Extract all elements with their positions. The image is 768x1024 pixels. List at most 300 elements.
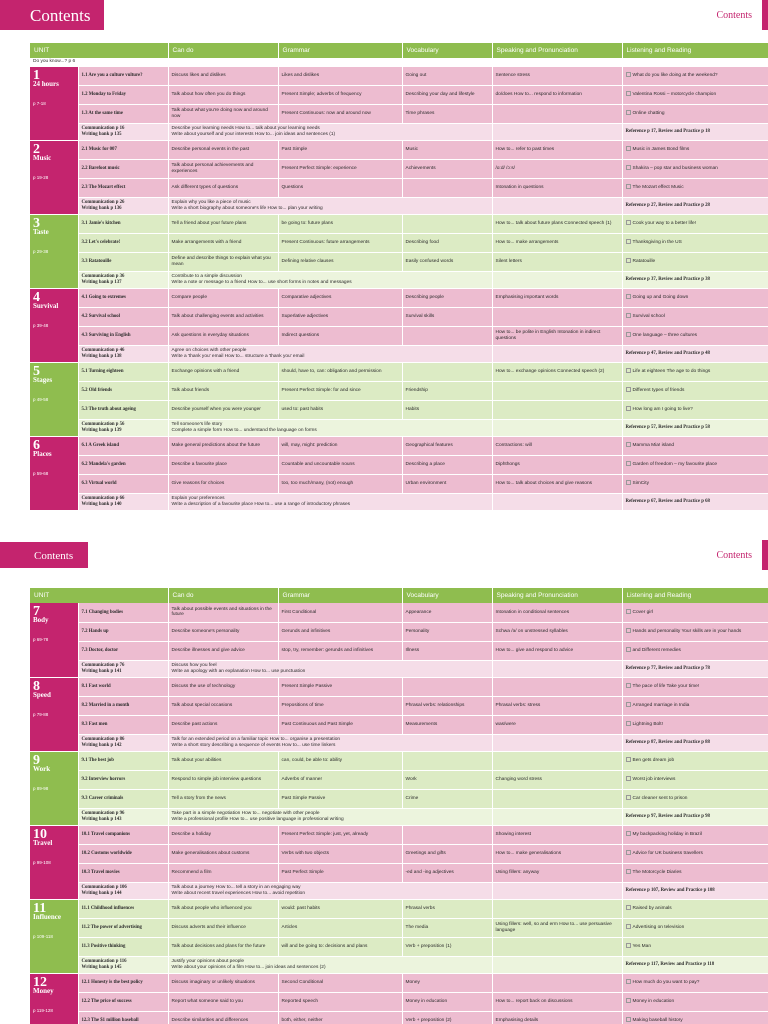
lesson-cell: Likes and dislikes xyxy=(278,66,402,85)
lesson-cell: Make generalisations about customs xyxy=(168,844,278,863)
header-row xyxy=(30,43,768,58)
lesson-cell xyxy=(492,937,622,956)
lesson-cell: Questions xyxy=(278,178,402,197)
communication-cando xyxy=(168,345,492,362)
reference-link: Reference p 97, Review and Practice p 98 xyxy=(622,808,768,825)
lesson-title: 6.3 Virtual world xyxy=(78,474,168,493)
communication-row xyxy=(30,345,768,362)
lesson-row xyxy=(30,641,768,660)
lesson-cell: Advice for UK business travellers xyxy=(622,844,768,863)
lesson-cell: How to... report back on discussions xyxy=(492,992,622,1011)
lesson-cell: How to... talk about choices and give reasons xyxy=(492,474,622,493)
writing-bank-label: Writing bank p 135 xyxy=(81,131,122,137)
column-header: Grammar xyxy=(278,588,402,603)
contents-table-units-7-12 xyxy=(30,588,768,1024)
communication-blank xyxy=(492,660,622,677)
writing-task: Write a short story describing a sequence of events How to... use time linkers xyxy=(171,742,336,748)
communication-cando xyxy=(168,660,492,677)
unit-number: 5 xyxy=(33,363,40,379)
lesson-cell: Money in education xyxy=(622,992,768,1011)
unit-name: Body xyxy=(33,616,49,624)
unit-cell xyxy=(30,66,78,140)
page-edge-marker xyxy=(762,540,768,570)
lesson-cell: and Different remedies xyxy=(622,641,768,660)
lesson-title: 2.3 The Mozart effect xyxy=(78,178,168,197)
lesson-title: 1.3 At the same time xyxy=(78,104,168,123)
writing-bank-label: Writing bank p 138 xyxy=(81,353,122,359)
lesson-cell: Yes Man xyxy=(622,937,768,956)
reference-link: Reference p 37, Review and Practice p 38 xyxy=(622,271,768,288)
writing-task: Write an apology with an explanation How to... use punctuation xyxy=(171,668,306,674)
lesson-cell: Car cleaner sent to prison xyxy=(622,789,768,808)
column-header: Listening and Reading xyxy=(622,588,768,603)
writing-bank-label: Writing bank p 142 xyxy=(81,742,122,748)
lesson-cell: Talk about friends xyxy=(168,381,278,400)
lesson-cell xyxy=(402,751,492,770)
lesson-cell: Give reasons for choices xyxy=(168,474,278,493)
lesson-cell: Recommend a film xyxy=(168,863,278,882)
communication-pages xyxy=(78,660,168,677)
lesson-title: 4.1 Going to extremes xyxy=(78,288,168,307)
communication-task: Contribute to a simple discussion xyxy=(171,274,242,280)
communication-pages xyxy=(78,734,168,751)
communication-row xyxy=(30,956,768,973)
lesson-cell: The pace of life Take your time! xyxy=(622,677,768,696)
lesson-cell: Arranged marriage in India xyxy=(622,696,768,715)
communication-cando xyxy=(168,493,492,510)
lesson-cell xyxy=(402,825,492,844)
lesson-title: 8.2 Married in a month xyxy=(78,696,168,715)
communication-blank xyxy=(492,345,622,362)
lesson-row xyxy=(30,844,768,863)
lesson-cell: Friendship xyxy=(402,381,492,400)
unit-number: 9 xyxy=(33,752,40,768)
unit-pages: p 49-58 xyxy=(33,396,49,402)
lesson-cell: Prepositions of time xyxy=(278,696,402,715)
lesson-cell: Different types of friends xyxy=(622,381,768,400)
lesson-cell: Present Continuous: future arrangements xyxy=(278,233,402,252)
lesson-title: 1.2 Monday to Friday xyxy=(78,85,168,104)
intro-row xyxy=(30,58,768,66)
lesson-cell: both, either, neither xyxy=(278,1011,402,1024)
lesson-cell: too, too much/many, (not) enough xyxy=(278,474,402,493)
communication-label: Communication p 116 xyxy=(81,959,127,965)
lesson-cell: Talk about possible events and situations in the future xyxy=(168,603,278,622)
contents-table-units-1-6 xyxy=(30,43,768,511)
unit-number: 6 xyxy=(33,437,40,453)
lesson-title: 2.1 Music for 007 xyxy=(78,140,168,159)
reference-link: Reference p 27, Review and Practice p 28 xyxy=(622,197,768,214)
unit-name: Travel xyxy=(33,838,53,847)
lesson-cell: Survival school xyxy=(622,307,768,326)
lesson-cell: Ask different types of questions xyxy=(168,178,278,197)
communication-task: Talk about a journey How to... tell a story in an engaging way xyxy=(171,885,301,891)
lesson-cell: Ratatouille xyxy=(622,252,768,271)
lesson-cell xyxy=(492,381,622,400)
lesson-cell: Discuss imaginary or unlikely situations xyxy=(168,973,278,992)
lesson-cell: Talk about how often you do things xyxy=(168,85,278,104)
lesson-cell: Going up and Going down xyxy=(622,288,768,307)
unit-pages: p 89-98 xyxy=(33,785,49,791)
communication-cando xyxy=(168,882,492,899)
lesson-cell: Raised by animals xyxy=(622,899,768,918)
writing-task: Write a short biography about someone's life How to... plan your writing xyxy=(171,205,323,211)
column-header: UNIT xyxy=(30,588,168,603)
lesson-cell: will, may, might: prediction xyxy=(278,436,402,455)
lesson-cell xyxy=(492,973,622,992)
unit-cell xyxy=(30,436,78,510)
lesson-cell: Phrasal verbs xyxy=(402,899,492,918)
unit-cell xyxy=(30,825,78,899)
writing-task: Complete a simple form How to... understand the language on forms xyxy=(171,427,317,433)
reference-link: Reference p 87, Review and Practice p 88 xyxy=(622,734,768,751)
communication-label: Communication p 86 xyxy=(81,737,125,743)
column-header: Can do xyxy=(168,588,278,603)
lesson-row xyxy=(30,362,768,381)
communication-row xyxy=(30,734,768,751)
lesson-title: 9.2 Interview horrors xyxy=(78,770,168,789)
lesson-cell: Define and describe things to explain what you mean xyxy=(168,252,278,271)
lesson-row xyxy=(30,104,768,123)
unit-name: Survival xyxy=(33,301,59,310)
lesson-cell: How long am I going to live? xyxy=(622,400,768,419)
unit-number: 8 xyxy=(33,678,40,694)
lesson-row xyxy=(30,307,768,326)
communication-row xyxy=(30,808,768,825)
lesson-cell: /ɑːd/ /ɔːs/ xyxy=(492,159,622,178)
communication-task: Tell someone's life story xyxy=(171,422,223,428)
lesson-cell: Phrasal verbs: relationships xyxy=(402,696,492,715)
lesson-cell: will and be going to: decisions and plans xyxy=(278,937,402,956)
communication-label: Communication p 26 xyxy=(81,200,125,206)
lesson-cell: Indirect questions xyxy=(278,326,402,345)
lesson-cell: Easily confused words xyxy=(402,252,492,271)
lesson-cell: Silent letters xyxy=(492,252,622,271)
lesson-cell: Music xyxy=(402,140,492,159)
lesson-cell: Describe a favourite place xyxy=(168,455,278,474)
column-header: UNIT xyxy=(30,43,168,58)
lesson-cell: Discuss the use of technology xyxy=(168,677,278,696)
column-header: Can do xyxy=(168,43,278,58)
lesson-title: 12.2 The price of success xyxy=(78,992,168,1011)
lesson-cell: Past Perfect Simple xyxy=(278,863,402,882)
lesson-cell: Present Perfect Simple: just, yet, already xyxy=(278,825,402,844)
lesson-cell: How to... be polite in English Intonation in indirect questions xyxy=(492,326,622,345)
lesson-title: 9.1 The best job xyxy=(78,751,168,770)
lesson-cell: Past Simple Passive xyxy=(278,789,402,808)
lesson-cell: How to... make generalisations xyxy=(492,844,622,863)
communication-blank xyxy=(492,734,622,751)
communication-label: Communication p 36 xyxy=(81,274,125,280)
lesson-row xyxy=(30,326,768,345)
unit-number: 1 xyxy=(33,67,40,83)
writing-task: Write a note or message to a friend How to... use short forms in notes and messages xyxy=(171,279,352,285)
reference-link: Reference p 57, Review and Practice p 58 xyxy=(622,419,768,436)
lesson-cell: Tell a story from the news xyxy=(168,789,278,808)
communication-row xyxy=(30,123,768,140)
lesson-cell: Going out xyxy=(402,66,492,85)
lesson-cell xyxy=(492,789,622,808)
unit-pages: p 7-18 xyxy=(33,100,46,106)
lesson-cell: The media xyxy=(402,918,492,937)
lesson-cell xyxy=(492,104,622,123)
lesson-cell: Exchange opinions with a friend xyxy=(168,362,278,381)
lesson-cell xyxy=(492,899,622,918)
lesson-cell: What do you like doing at the weekend? xyxy=(622,66,768,85)
lesson-cell xyxy=(492,677,622,696)
lesson-cell: Discuss likes and dislikes xyxy=(168,66,278,85)
lesson-cell: Verb + preposition (2) xyxy=(402,1011,492,1024)
lesson-title: 7.3 Doctor, doctor xyxy=(78,641,168,660)
communication-task: Justify your opinions about people xyxy=(171,959,245,965)
lesson-row xyxy=(30,825,768,844)
lesson-row xyxy=(30,603,768,622)
unit-cell xyxy=(30,751,78,825)
communication-row xyxy=(30,271,768,288)
lesson-title: 11.3 Positive thinking xyxy=(78,937,168,956)
lesson-title: 10.3 Travel movies xyxy=(78,863,168,882)
lesson-cell: Describe a holiday xyxy=(168,825,278,844)
lesson-cell: do/does How to... respond to information xyxy=(492,85,622,104)
lesson-cell: Geographical features xyxy=(402,436,492,455)
lesson-cell: Diphthongs xyxy=(492,455,622,474)
communication-pages xyxy=(78,956,168,973)
communication-pages xyxy=(78,345,168,362)
communication-label: Communication p 76 xyxy=(81,663,125,669)
lesson-title: 1.1 Are you a culture vulture? xyxy=(78,66,168,85)
lesson-row xyxy=(30,288,768,307)
lesson-row xyxy=(30,66,768,85)
lesson-cell: Past Continuous and Past Simple xyxy=(278,715,402,734)
writing-task: Write about your opinions of a film How to... join ideas and sentences (2) xyxy=(171,964,326,970)
lesson-cell: Superlative adjectives xyxy=(278,307,402,326)
lesson-cell: The Mozart effect Music xyxy=(622,178,768,197)
lesson-cell: Life at eighteen The age to do things xyxy=(622,362,768,381)
unit-name: 24 hours xyxy=(33,79,59,88)
communication-row xyxy=(30,660,768,677)
lesson-cell: Achievements xyxy=(402,159,492,178)
communication-pages xyxy=(78,493,168,510)
communication-row xyxy=(30,493,768,510)
unit-pages: p 99-108 xyxy=(33,859,51,865)
lesson-cell: Survival skills xyxy=(402,307,492,326)
lesson-cell: Measurements xyxy=(402,715,492,734)
lesson-cell: Garden of freedom – my favourite place xyxy=(622,455,768,474)
lesson-cell xyxy=(402,178,492,197)
lesson-cell: Talk about personal achievements and experiences xyxy=(168,159,278,178)
communication-task: Explain your preferences xyxy=(171,496,225,502)
writing-task: Write a 'thank you' email How to... structure a 'thank you' email xyxy=(171,353,305,359)
unit-cell xyxy=(30,899,78,973)
lesson-cell: Contractions: will xyxy=(492,436,622,455)
reference-link: Reference p 117, Review and Practice p 118 xyxy=(622,956,768,973)
communication-pages xyxy=(78,419,168,436)
lesson-cell: Reported speech xyxy=(278,992,402,1011)
lesson-cell: Personality xyxy=(402,622,492,641)
lesson-cell: How to... refer to past times xyxy=(492,140,622,159)
lesson-cell: can, could, be able to: ability xyxy=(278,751,402,770)
column-header: Vocabulary xyxy=(402,43,492,58)
lesson-title: 3.2 Let's celebrate! xyxy=(78,233,168,252)
lesson-cell: Worst job interviews xyxy=(622,770,768,789)
communication-cando xyxy=(168,271,492,288)
unit-cell xyxy=(30,362,78,436)
writing-task: Write about yourself and your interests How to... join ideas and sentences (1) xyxy=(171,131,336,137)
lesson-cell: Advertising on television xyxy=(622,918,768,937)
lesson-cell: Compare people xyxy=(168,288,278,307)
lesson-row xyxy=(30,751,768,770)
lesson-title: 11.2 The power of advertising xyxy=(78,918,168,937)
writing-bank-label: Writing bank p 141 xyxy=(81,668,122,674)
communication-label: Communication p 66 xyxy=(81,496,125,502)
unit-pages: p 19-28 xyxy=(33,174,49,180)
lesson-cell: First Conditional xyxy=(278,603,402,622)
lesson-cell: Habits xyxy=(402,400,492,419)
communication-label: Communication p 56 xyxy=(81,422,125,428)
lesson-cell: Describe personal events in the past xyxy=(168,140,278,159)
communication-row xyxy=(30,197,768,214)
lesson-cell: Sentence stress xyxy=(492,66,622,85)
lesson-row xyxy=(30,159,768,178)
lesson-cell: Intonation in questions xyxy=(492,178,622,197)
communication-label: Communication p 46 xyxy=(81,348,125,354)
lesson-cell: be going to: future plans xyxy=(278,214,402,233)
writing-bank-label: Writing bank p 140 xyxy=(81,501,122,507)
lesson-row xyxy=(30,85,768,104)
lesson-cell xyxy=(402,326,492,345)
writing-task: Write a professional profile How to... use positive language in professional writing xyxy=(171,816,344,822)
unit-name: Places xyxy=(33,449,52,458)
lesson-cell: How to... exchange opinions Connected speech (2) xyxy=(492,362,622,381)
unit-cell xyxy=(30,677,78,751)
lesson-cell: was/were xyxy=(492,715,622,734)
lesson-cell: How to... talk about future plans Connected speech (1) xyxy=(492,214,622,233)
lesson-cell: Verbs with two objects xyxy=(278,844,402,863)
communication-pages xyxy=(78,271,168,288)
lesson-cell: Second Conditional xyxy=(278,973,402,992)
lesson-title: 6.1 A Greek island xyxy=(78,436,168,455)
lesson-title: 2.2 Barefoot music xyxy=(78,159,168,178)
lesson-cell: Talk about people who influenced you xyxy=(168,899,278,918)
lesson-cell: used to: past habits xyxy=(278,400,402,419)
unit-pages: p 29-38 xyxy=(33,248,49,254)
column-header: Vocabulary xyxy=(402,588,492,603)
lesson-row xyxy=(30,381,768,400)
reference-link: Reference p 67, Review and Practice p 68 xyxy=(622,493,768,510)
lesson-cell: Intonation in conditional sentences xyxy=(492,603,622,622)
lesson-cell: Talk about challenging events and activities xyxy=(168,307,278,326)
communication-blank xyxy=(492,419,622,436)
lesson-cell: Describing food xyxy=(402,233,492,252)
lesson-cell: Talk about what you're doing now and around now xyxy=(168,104,278,123)
lesson-cell: Verb + preposition (1) xyxy=(402,937,492,956)
lesson-cell: Greetings and gifts xyxy=(402,844,492,863)
lesson-cell: Describe yourself when you were younger xyxy=(168,400,278,419)
contents-tab-title: Contents xyxy=(30,6,91,25)
communication-task: Explain why you like a piece of music xyxy=(171,200,251,206)
lesson-cell: Describing a place xyxy=(402,455,492,474)
writing-bank-label: Writing bank p 139 xyxy=(81,427,122,433)
communication-pages xyxy=(78,123,168,140)
unit-cell xyxy=(30,973,78,1024)
unit-number: 10 xyxy=(33,826,47,842)
lesson-cell: Talk about special occasions xyxy=(168,696,278,715)
lesson-title: 12.1 Honesty is the best policy xyxy=(78,973,168,992)
unit-number: 7 xyxy=(33,604,40,619)
lesson-cell xyxy=(492,400,622,419)
unit-cell xyxy=(30,603,78,677)
communication-label: Communication p 16 xyxy=(81,126,125,132)
lesson-row xyxy=(30,918,768,937)
communication-blank xyxy=(492,956,622,973)
writing-task: Write about recent travel experiences How to... avoid repetition xyxy=(171,890,306,896)
lesson-row xyxy=(30,140,768,159)
reference-link: Reference p 107, Review and Practice p 108 xyxy=(622,882,768,899)
writing-bank-label: Writing bank p 143 xyxy=(81,816,122,822)
lesson-row xyxy=(30,677,768,696)
lesson-cell: Describe someone's personality xyxy=(168,622,278,641)
lesson-cell: Using fillers: anyway xyxy=(492,863,622,882)
lesson-cell: Valentina Rossi – motorcycle champion xyxy=(622,85,768,104)
communication-task: Discuss how you feel xyxy=(171,663,217,669)
lesson-cell: Make arrangements with a friend xyxy=(168,233,278,252)
lesson-cell: How to... give and respond to advice xyxy=(492,641,622,660)
lesson-cell: Countable and uncountable nouns xyxy=(278,455,402,474)
lesson-cell: One language – three cultures xyxy=(622,326,768,345)
header-row xyxy=(30,588,768,603)
communication-pages xyxy=(78,197,168,214)
contents-tab-title: Contents xyxy=(34,550,74,562)
column-header: Speaking and Pronunciation xyxy=(492,588,622,603)
column-header: Speaking and Pronunciation xyxy=(492,43,622,58)
communication-pages xyxy=(78,808,168,825)
unit-cell xyxy=(30,214,78,288)
unit-pages: p 69-78 xyxy=(33,637,49,643)
lesson-row xyxy=(30,474,768,493)
lesson-cell: Showing interest xyxy=(492,825,622,844)
lesson-title: 10.2 Customs worldwide xyxy=(78,844,168,863)
lesson-cell: Present Continuous: now and around now xyxy=(278,104,402,123)
lesson-cell: Make general predictions about the future xyxy=(168,436,278,455)
lesson-row xyxy=(30,937,768,956)
unit-name: Speed xyxy=(33,690,51,699)
unit-pages: p 59-68 xyxy=(33,470,49,476)
communication-cando xyxy=(168,808,492,825)
lesson-cell: Money xyxy=(402,973,492,992)
communication-label: Communication p 96 xyxy=(81,811,125,817)
communication-label: Communication p 106 xyxy=(81,885,127,891)
lesson-cell: Changing word stress xyxy=(492,770,622,789)
lesson-cell: Shakira – pop star and business woman xyxy=(622,159,768,178)
lesson-title: 3.1 Jamie's kitchen xyxy=(78,214,168,233)
lesson-cell: Lightning Bolt! xyxy=(622,715,768,734)
lesson-cell: Money in education xyxy=(402,992,492,1011)
lesson-title: 4.2 Survival school xyxy=(78,307,168,326)
lesson-cell: Articles xyxy=(278,918,402,937)
communication-blank xyxy=(492,271,622,288)
lesson-cell: Talk about decisions and plans for the future xyxy=(168,937,278,956)
lesson-cell: How to... make arrangements xyxy=(492,233,622,252)
lesson-row xyxy=(30,715,768,734)
reference-link: Reference p 17, Review and Practice p 18 xyxy=(622,123,768,140)
contents-page-bottom xyxy=(0,512,768,1024)
lesson-title: 9.3 Career criminals xyxy=(78,789,168,808)
lesson-cell: stop, try, remember: gerunds and infinitives xyxy=(278,641,402,660)
lesson-cell: Emphasising details xyxy=(492,1011,622,1024)
lesson-row xyxy=(30,770,768,789)
lesson-cell: Ask questions in everyday situations xyxy=(168,326,278,345)
unit-number: 3 xyxy=(33,215,40,231)
